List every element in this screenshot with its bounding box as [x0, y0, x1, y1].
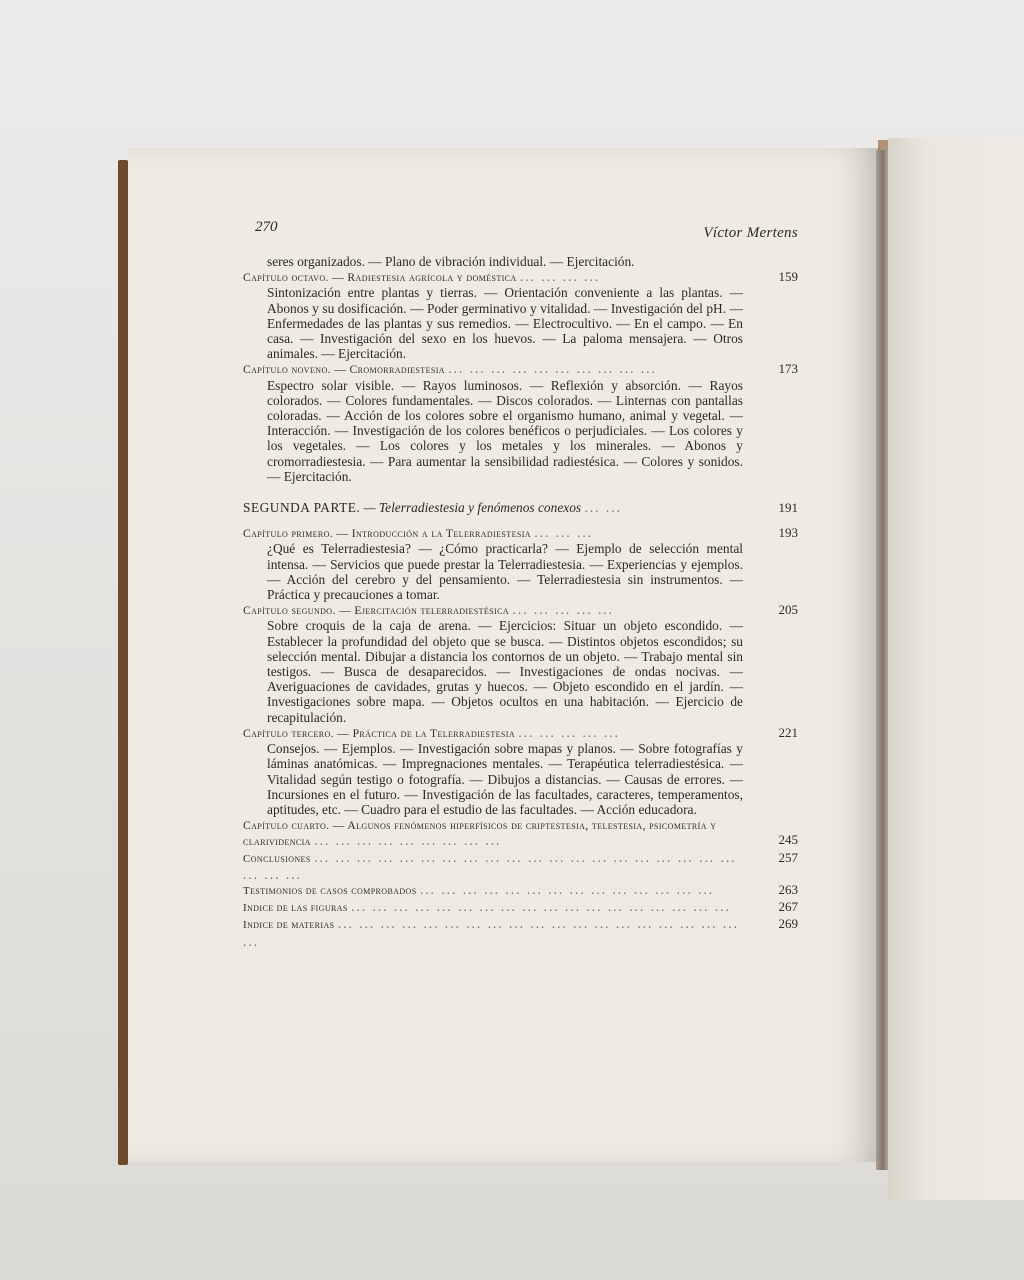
- toc-entry: [243, 916, 798, 948]
- entry-heading: [243, 361, 798, 377]
- entry-body: Espectro solar visible. — Rayos luminosos. — Reflexión y absorción. — Rayos colorados. — Colores fundamentales. — Discos colorados. — Linternas con pantallas coloradas. — Acción de los colores sobre el organismo humano, animal y vegetal. — Interacción. — Investigación de los colores benéficos o perjudiciales. — Los colores y los vegetales. — Los colores y los metales y los minerales. — Abonos y cromorradiestesia. — Para aumentar la sensibilidad radiestésica. — Colores y sonidos. — Ejercitación.: [267, 377, 743, 484]
- book-cover-edge: [118, 160, 128, 1165]
- part-subtitle: — Telerradiestesia y fenómenos conexos: [363, 500, 582, 516]
- entry-title: Indice de materias: [243, 919, 335, 932]
- page-number: 270: [255, 219, 278, 235]
- entry-body: ¿Qué es Telerradiestesia? — ¿Cómo practicarla? — Ejemplo de selección mental intensa. — Servicios que puede prestar la Telerradiestesia. — Experiencias y ejemplos. — Acción del cerebro y del pensamiento. — Telerradiestesia sin instrumentos. — Práctica y precauciones a tomar.: [267, 541, 743, 603]
- entry-page: 245: [778, 832, 798, 848]
- entry-page: 263: [778, 881, 798, 897]
- leader-dots: ... ... ... ... ... ... ... ... ...: [314, 833, 502, 849]
- leader-dots: ... ... ... ...: [519, 269, 601, 285]
- toc-entry: [243, 882, 798, 899]
- toc-entry: [243, 850, 798, 882]
- entry-page: 221: [778, 724, 798, 740]
- entries-bottom: [243, 525, 798, 849]
- entry-heading: [243, 817, 798, 849]
- entry-heading: [243, 725, 798, 741]
- entry-page: 269: [778, 916, 798, 932]
- entry-heading: [243, 269, 798, 285]
- part-title: SEGUNDA PARTE.: [243, 500, 361, 516]
- entry-body: Sobre croquis de la caja de arena. — Ejercicios: Situar un objeto escondido. — Establecer la profundidad del objeto que se busca. — Distintos objetos escondidos; su selección mental. Dibujar a distancia los contornos de un objeto. — Trabajo mental sin testigos. — Busca de desaparecidos. — Investigaciones de ondas nocivas. — Averiguaciones de cavidades, grutas y huecos. — Objeto escondido en el jardín. — Investigaciones sobre mapa. — Objetos ocultos en una habitación. — Ejercicio de recapitulación.: [267, 618, 743, 725]
- toc-entry: [243, 361, 798, 484]
- entry-title: Capítulo segundo. — Ejercitación telerradiestésica: [243, 604, 510, 618]
- continued-text: seres organizados. — Plano de vibración individual. — Ejercitación.: [267, 254, 635, 269]
- page-header: [243, 220, 798, 254]
- entry-title: Capítulo noveno. — Cromorradiestesia: [243, 363, 445, 377]
- entry-body: Consejos. — Ejemplos. — Investigación sobre mapas y planos. — Sobre fotografías y láminas anatómicas. — Impregnaciones mentales. — Terapéutica telerradiestésica. — Vitalidad según testigo o fotografía. — Dibujos a distancias. — Causas de errores. — Incursiones en el futuro. — Investigación de las facultades, caracteres, temperamentos, aptitudes, etc. — Cuadro para el estudio de las facultades. — Acción educadora.: [267, 741, 743, 817]
- leader-dots: ... ... ... ... ... ... ... ... ... ... ... ... ... ... ... ... ... ... ... ... ... ... ...: [243, 849, 737, 882]
- back-matter-entries: [243, 850, 798, 949]
- running-head: Víctor Mertens: [703, 225, 798, 241]
- entry-page: 267: [778, 899, 798, 915]
- toc-entry: [243, 525, 798, 602]
- leader-dots: ... ... ... ... ... ... ... ... ... ... ... ... ... ...: [419, 881, 715, 897]
- toc-entry: [243, 817, 798, 849]
- entry-page: 205: [778, 602, 798, 618]
- leader-dots: ... ... ... ... ...: [518, 724, 620, 740]
- table-of-contents: [243, 220, 798, 949]
- toc-entry: [243, 725, 798, 817]
- entry-heading: [243, 525, 798, 541]
- toc-entry: [243, 602, 798, 725]
- entry-title: Indice de las figuras: [243, 902, 348, 915]
- entry-page: 173: [778, 361, 798, 377]
- entry-title: Capítulo primero. — Introducción a la Telerradiestesia: [243, 527, 531, 541]
- part-page: 191: [778, 500, 798, 516]
- part-heading: [243, 500, 798, 515]
- entry-body: Sintonización entre plantas y tierras. — Orientación conveniente a las plantas. — Abonos y su dosificación. — Poder germinativo y vitalidad. — Investigación del pH. — Enfermedades de las plantas y sus remedios. — Electrocultivo. — En el campo. — En casa. — Investigación del sexo en los huevos. — La paloma mensajera. — Otros animales. — Ejercitación.: [267, 285, 743, 362]
- leader-dots: ... ... ... ... ... ... ... ... ... ... ... ... ... ... ... ... ... ... ... ...: [243, 916, 739, 949]
- leader-dots: ... ... ... ... ... ... ... ... ... ...: [448, 361, 657, 377]
- entry-title: Capítulo tercero. — Práctica de la Telerradiestesia: [243, 726, 515, 740]
- entry-page: 193: [778, 525, 798, 541]
- leader-dots: ... ... ...: [534, 525, 594, 541]
- leader-dots: ... ... ... ... ... ... ... ... ... ... ... ... ... ... ... ... ... ...: [351, 899, 731, 915]
- entry-page: 159: [778, 269, 798, 285]
- entry-title: Capítulo octavo. — Radiestesia agrícola y doméstica: [243, 271, 517, 285]
- entry-page: 257: [778, 849, 798, 865]
- entry-heading: [243, 602, 798, 618]
- entry-title: Testimonios de casos comprobados: [243, 884, 417, 897]
- right-page: [888, 138, 1024, 1200]
- toc-entry: [243, 269, 798, 361]
- toc-entry: [243, 899, 798, 916]
- leader-dots: ... ... ... ... ...: [512, 602, 614, 618]
- entry-title: Capítulo cuarto. — Algunos fenómenos hiperfísicos de criptestesia, telestesia, psicometría y clarividencia: [243, 819, 717, 849]
- entry-title: Conclusiones: [243, 852, 311, 865]
- leader-dots: ... ...: [584, 500, 622, 516]
- entries-top: [243, 269, 798, 484]
